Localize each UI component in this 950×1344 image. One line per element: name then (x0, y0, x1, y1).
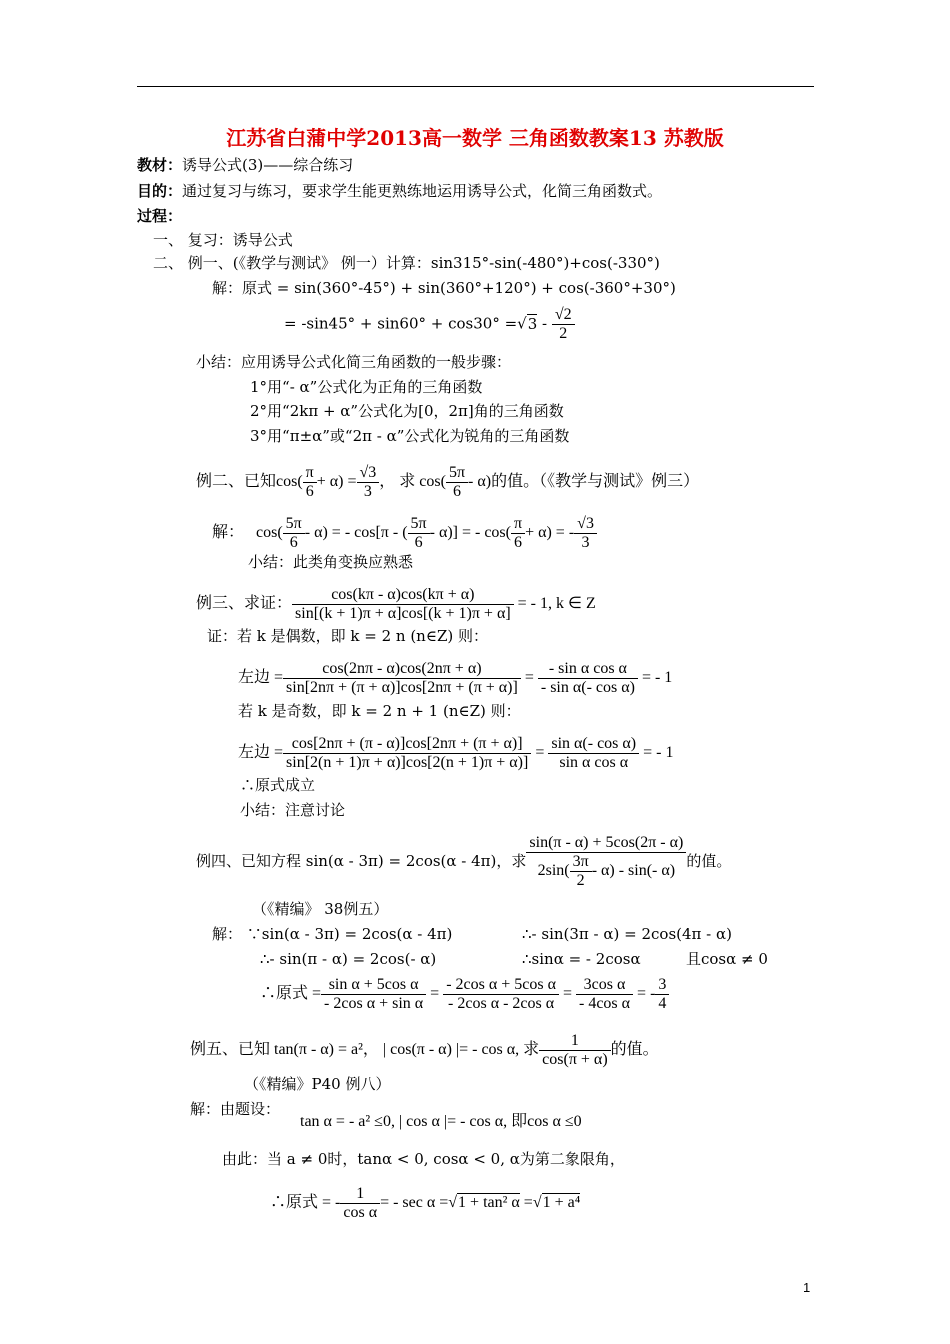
example5-step-2: 由此：当 a ≠ 0时，tanα < 0, cosα < 0, α为第二象限角， (222, 1150, 625, 1168)
example2-statement (196, 464, 699, 501)
ex2-sf2-num: 5π (408, 515, 430, 534)
ex4-den-b: - α) - sin(- α) (591, 862, 676, 880)
ex3-lead: 例三、求证： (196, 595, 293, 613)
example1-heading: 二、 例一、(《教学与测试》 例一）计算：sin315°-sin(-480°)+cos(-330°) (153, 254, 660, 272)
example1-solution-2: = -sin45° + sin60° + cos30° =√3 - $\frac{√2}{2}$ (284, 306, 575, 343)
example2-solution (212, 515, 597, 552)
ex1-sol2-text: = -sin45° + sin60° + cos30° = (284, 314, 518, 333)
ex2-frac1 (303, 464, 317, 501)
ex3-eq-2: = (535, 744, 545, 762)
example5-solution-label: 解：由题设： (190, 1100, 281, 1118)
ex4-f4-den: 4 (658, 995, 667, 1012)
example1-step-2: 2°用“2kπ + α”公式化为[0，2π]角的三角函数 (250, 402, 564, 420)
ex2-s2: - α) = - cos[π - ( (304, 524, 408, 542)
ex3-e2-frac (283, 735, 531, 772)
ex2-s1: cos( (256, 524, 283, 542)
ex2-sfrac2 (408, 515, 430, 552)
ex4-f1 (321, 976, 426, 1013)
ex4-f2-den: - 2cos α - 2cos α (448, 995, 555, 1012)
ex3-r1-den: - sin α(- cos α) (540, 679, 635, 696)
ex2-s4: + α) = - (525, 524, 575, 542)
ex3-eq-1: = (524, 669, 534, 687)
ex2-f3-den: 6 (453, 483, 461, 500)
ex5-s3-mid: = - sec α = (380, 1194, 449, 1212)
ex3-e2-den: sin[2(n + 1)π + α)]cos[2(n + 1)π + α)] (286, 754, 529, 771)
page-number: 1 (803, 1280, 811, 1295)
ex3-lhs-label-1: 左边 = (238, 669, 284, 687)
material-text: 诱导公式(3)——综合练习 (182, 156, 354, 174)
ex3-num: cos(kπ - α)cos(kπ + α) (292, 586, 514, 605)
ex1-frac-den: 2 (559, 325, 568, 342)
ex5-frac (539, 1032, 610, 1069)
document-title: 江苏省白蒲中学2013高一数学 三角函数教案13 苏教版 (226, 126, 724, 150)
ex4-f3 (576, 976, 633, 1013)
ex4-f1-den: - 2cos α + sin α (324, 995, 424, 1012)
ex2-f1-den: 6 (305, 483, 314, 500)
ex2-sol-lead: 解： (212, 524, 245, 542)
ex3-e1-num: cos(2nπ - α)cos(2nπ + α) (283, 660, 521, 679)
ex3-r1-frac (538, 660, 638, 697)
ex3-r2-frac (548, 735, 639, 772)
ex4-lead: 例四、已知方程 sin(α - 3π) = 2cos(α - 4π)，求 (196, 852, 527, 870)
example1-solution-1: 解：原式 = sin(360°-45°) + sin(360°+120°) + cos(-360°+30°) (212, 279, 676, 297)
goal-label: 目的： (137, 182, 183, 200)
example4-reference: （《精编》 38例五） (252, 900, 389, 918)
ex4-den-a: 2sin( (537, 862, 570, 880)
ex2-f2-num: √3 (357, 464, 380, 483)
ex4-f3-den: - 4cos α (579, 995, 631, 1012)
example3-conclusion: ∴原式成立 (240, 776, 316, 794)
ex4-tail: 的值。 (686, 852, 732, 870)
ex2-lead: 例二、已知 (196, 473, 277, 491)
ex3-lhs-label-2: 左边 = (238, 744, 284, 762)
ex1-fraction (552, 306, 575, 343)
ex2-pre: cos( (276, 473, 303, 491)
ex2-sf4-num: √3 (574, 515, 597, 534)
ex3-rhs: = - 1, k ∈ Z (517, 595, 596, 613)
example1-summary-head: 小结：应用诱导公式化简三角函数的一般步骤： (196, 353, 512, 371)
ex2-frac3 (446, 464, 468, 501)
ex4-f4 (655, 976, 669, 1013)
ex4-frac (526, 834, 686, 890)
ex4-f4-num: 3 (655, 976, 669, 995)
ex2-sf2-den: 6 (414, 534, 423, 551)
ex4-num: sin(π - α) + 5cos(2π - α) (526, 834, 686, 853)
ex5-frac-den: cos(π + α) (542, 1051, 608, 1068)
example2-summary: 小结：此类角变换应熟悉 (248, 553, 414, 571)
ex3-r2-den: sin α cos α (559, 754, 629, 771)
example4-statement (196, 834, 731, 890)
example5-result: ∴原式 = - $\frac{1}{\text{cos α}}$ = - sec α =√1 + tan² α =√1 + a⁴ (270, 1185, 581, 1221)
ex4-f3-num: 3cos α (576, 976, 633, 995)
process-label: 过程： (137, 207, 183, 225)
ex2-sfrac1 (283, 515, 305, 552)
ex3-r2-num: sin α(- cos α) (548, 735, 639, 754)
ex2-sfrac3 (511, 515, 525, 552)
ex2-tail: - α)的值。（《教学与测试》例三） (468, 473, 700, 491)
ex5-frac-num: 1 (539, 1032, 610, 1051)
ex4-den-fn: 3π (570, 853, 592, 872)
ex2-f2-den: 3 (363, 483, 372, 500)
example4-step-2a: ∴- sin(π - α) = 2cos(- α) (260, 950, 437, 968)
ex4-den-frac (570, 853, 592, 890)
ex5-s3-eq: = (523, 1194, 533, 1212)
ex5-s3-frac (340, 1185, 380, 1222)
example4-result: ∴原式 = $\frac{\text{sin α + 5cos α}}{\text{- 2cos α + sin α}}$ = $\frac{\text{- 2cos α + 5cos α}}{\text{- 2cos α - 2cos α}}$ = $\frac{\text{3cos α}}{\text{- 4cos α}}$ = - $\frac{3}{4}$ (260, 976, 669, 1013)
example3-proof-odd: 若 k 是奇数，即 k = 2 n + 1 (n∈Z) 则： (238, 702, 521, 720)
material-label: 教材： (137, 156, 183, 174)
ex2-ask: ， 求 cos( (379, 473, 446, 491)
ex5-s3-num: 1 (340, 1185, 380, 1204)
ex2-sf3-den: 6 (514, 534, 523, 551)
example4-step-1a: 解： ∵sin(α - 3π) = 2cos(α - 4π) (212, 925, 453, 943)
ex3-den: sin[(k + 1)π + α]cos[(k + 1)π + α] (295, 605, 511, 622)
ex4-den (526, 853, 686, 890)
ex3-e2-num: cos[2nπ + (π - α)]cos[2nπ + (π + α)] (283, 735, 531, 754)
ex1-sqrt3: 3 (527, 314, 538, 333)
ex3-e1-den: sin[2nπ + (π + α)]cos[2nπ + (π + α)] (286, 679, 518, 696)
example5-step-1: tan α = - a² ≤0, | cos α |= - cos α, 即cos α ≤0 (300, 1113, 582, 1130)
ex5-s3-lead: ∴原式 = - (270, 1194, 341, 1212)
ex5-tail: 的值。 (610, 1041, 659, 1059)
example1-step-1: 1°用“- α”公式化为正角的三角函数 (250, 378, 483, 396)
ex2-sf3-num: π (511, 515, 525, 534)
ex3-res-1: = - 1 (641, 669, 673, 687)
ex5-s3-den: cos α (343, 1204, 378, 1221)
example4-step-1b: ∴- sin(3π - α) = 2cos(4π - α) (522, 925, 732, 943)
ex4-f4-pre: = - (637, 985, 656, 1003)
example5-statement (190, 1032, 659, 1069)
ex5-sqrt-1: 1 + tan² α (458, 1194, 520, 1212)
ex4-s3: ∴原式 = (260, 985, 322, 1003)
ex1-minus: - (537, 314, 552, 333)
ex2-sf1-num: 5π (283, 515, 305, 534)
ex3-res-2: = - 1 (643, 744, 674, 762)
ex2-s3: - α)] = - cos( (429, 524, 511, 542)
ex1-frac-num: √2 (552, 306, 575, 325)
ex3-r1-num: - sin α cos α (538, 660, 638, 679)
ex3-e1-frac (283, 660, 521, 697)
ex4-f1-num: sin α + 5cos α (321, 976, 426, 995)
ex5-sqrt-2: 1 + a⁴ (542, 1194, 581, 1212)
ex5-lead: 例五、已知 tan(π - α) = a²， | cos(π - α) |= - cos α, 求 (190, 1041, 540, 1059)
ex4-f2 (443, 976, 559, 1013)
example3-proof-even: 证：若 k 是偶数，即 k = 2 n (n∈Z) 则： (207, 627, 488, 645)
ex2-sfrac4 (574, 515, 597, 552)
goal-line (137, 181, 662, 201)
example3-odd-derivation (238, 735, 673, 772)
material-line (137, 155, 353, 175)
ex2-sf4-den: 3 (581, 534, 590, 551)
example5-reference: （《精编》P40 例八） (244, 1075, 391, 1093)
example1-step-3: 3°用“π±α”或“2π - α”公式化为锐角的三角函数 (250, 427, 570, 445)
ex2-mid: + α) = (316, 473, 357, 491)
example4-step-2c: 且cosα ≠ 0 (686, 950, 768, 968)
ex2-f3-num: 5π (446, 464, 468, 483)
example3-summary: 小结：注意讨论 (240, 801, 346, 819)
section-review: 一、 复习：诱导公式 (153, 231, 293, 249)
goal-text: 通过复习与练习，要求学生能更熟练地运用诱导公式，化简三角函数式。 (182, 182, 663, 200)
ex4-f2-num: - 2cos α + 5cos α (443, 976, 559, 995)
ex2-sf1-den: 6 (289, 534, 298, 551)
top-rule (137, 86, 814, 87)
ex2-f1-num: π (303, 464, 317, 483)
example3-statement (196, 586, 596, 623)
example4-step-2b: ∴sinα = - 2cosα (522, 950, 641, 968)
example3-even-derivation (238, 660, 672, 697)
ex2-frac2 (357, 464, 380, 501)
ex4-den-fd: 2 (576, 872, 585, 889)
ex3-frac (292, 586, 514, 623)
